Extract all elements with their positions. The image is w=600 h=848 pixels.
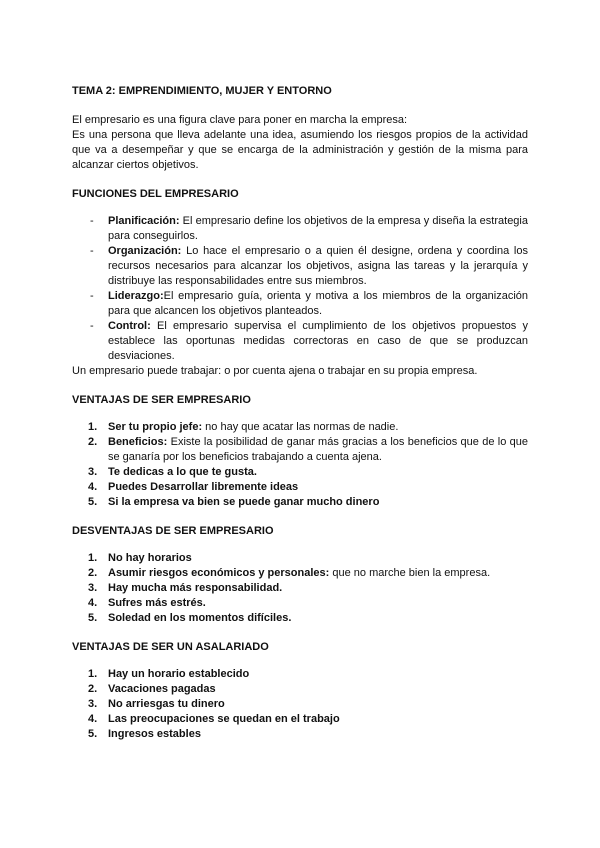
list-item [72,495,528,510]
item-term: Si la empresa va bien se puede ganar mucho dinero [108,496,380,508]
list-item [72,435,528,465]
item-term: Organización: [108,245,182,257]
list-item [72,697,528,712]
intro-paragraph-2: Es una persona que lleva adelante una idea, asumiendo los riesgos propios de la actividad que va a desempeñar y que se encarga de la administración y gestión de la misma para alcanzar ciertos objetivos. [72,129,528,171]
item-number: 3. [88,698,98,710]
ventajas-asalariado-heading: VENTAJAS DE SER UN ASALARIADO [72,641,269,653]
item-text: que no marche bien la empresa. [329,567,491,579]
item-number: 4. [88,481,98,493]
ventajas-asalariado-list [72,667,528,742]
item-number: 2. [88,567,98,579]
item-number: 1. [88,668,98,680]
list-item [72,727,528,742]
item-number: 1. [88,552,98,564]
item-number: 3. [88,466,98,478]
list-item [72,682,528,697]
item-term: No hay horarios [108,552,192,564]
item-text: no hay que acatar las normas de nadie. [202,421,399,433]
list-item [72,420,528,435]
item-term: Hay mucha más responsabilidad. [108,582,283,594]
list-item [72,712,528,727]
desventajas-empresario-list [72,551,528,626]
funciones-heading: FUNCIONES DEL EMPRESARIO [72,188,239,200]
item-term: Ingresos estables [108,728,201,740]
ventajas-empresario-list [72,420,528,510]
list-item [72,581,528,596]
item-term: Las preocupaciones se quedan en el trabajo [108,713,340,725]
funciones-list [72,214,528,364]
item-term: No arriesgas tu dinero [108,698,225,710]
item-term: Planificación: [108,215,180,227]
list-item [72,667,528,682]
intro-paragraph-1: El empresario es una figura clave para poner en marcha la empresa: [72,114,408,126]
item-number: 1. [88,421,98,433]
item-text: Existe la posibilidad de ganar más gracias a los beneficios que de lo que se ganaría por los beneficios trabajando a cuenta ajena. [108,436,528,463]
list-item [72,214,528,244]
ventajas-empresario-section [72,393,528,510]
document-title: TEMA 2: EMPRENDIMIENTO, MUJER Y ENTORNO [72,85,332,97]
ventajas-asalariado-section [72,640,528,742]
list-item [72,480,528,495]
item-term: Beneficios: [108,436,168,448]
item-term: Asumir riesgos económicos y personales: [108,567,330,579]
list-item [72,551,528,566]
funciones-after-text: Un empresario puede trabajar: o por cuenta ajena o trabajar en su propia empresa. [72,365,478,377]
item-term: Control: [108,320,151,332]
intro-section [72,113,528,173]
list-item [72,244,528,289]
item-term: Vacaciones pagadas [108,683,216,695]
item-number: 2. [88,683,98,695]
item-number: 3. [88,582,98,594]
ventajas-empresario-heading: VENTAJAS DE SER EMPRESARIO [72,394,251,406]
desventajas-empresario-heading: DESVENTAJAS DE SER EMPRESARIO [72,525,274,537]
item-text: El empresario guía, orienta y motiva a los miembros de la organización para que alcancen los objetivos planteados. [108,290,528,317]
item-number: 5. [88,612,98,624]
desventajas-empresario-section [72,524,528,626]
list-item [72,611,528,626]
funciones-section [72,187,528,379]
list-item [72,465,528,480]
list-item [72,319,528,364]
item-number: 5. [88,496,98,508]
document-page [72,84,528,742]
item-number: 2. [88,436,98,448]
item-term: Te dedicas a lo que te gusta. [108,466,257,478]
item-text: El empresario supervisa el cumplimiento de los objetivos propuestos y establece las oportunas medidas correctoras en caso de que se produzcan desviaciones. [108,320,528,362]
item-term: Liderazgo: [108,290,164,302]
list-item [72,566,528,581]
item-text: Lo hace el empresario o a quien él designe, ordena y coordina los recursos necesarios para alcanzar los objetivos, asigna las tareas y la jerarquía y distribuye las responsabilidades entre sus miembros. [108,245,528,287]
item-term: Hay un horario establecido [108,668,250,680]
item-number: 4. [88,713,98,725]
item-term: Soledad en los momentos difíciles. [108,612,292,624]
item-term: Puedes Desarrollar libremente ideas [108,481,299,493]
list-item [72,289,528,319]
item-term: Ser tu propio jefe: [108,421,203,433]
item-number: 5. [88,728,98,740]
item-term: Sufres más estrés. [108,597,206,609]
item-text: El empresario define los objetivos de la empresa y diseña la estrategia para conseguirlos. [108,215,528,242]
item-number: 4. [88,597,98,609]
list-item [72,596,528,611]
